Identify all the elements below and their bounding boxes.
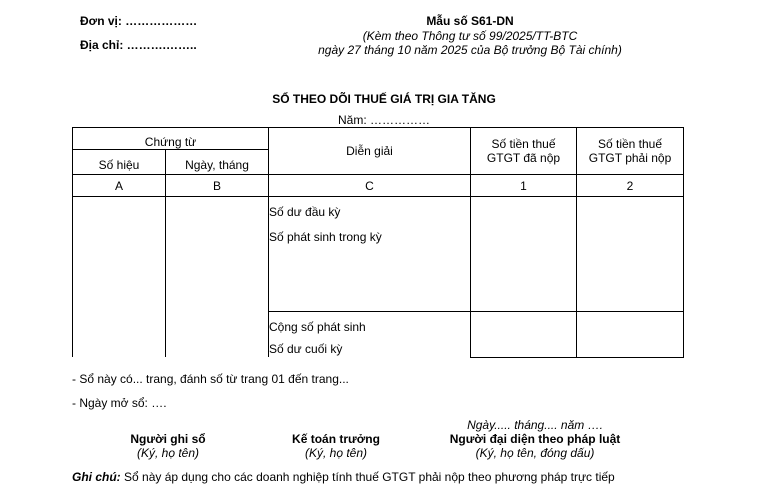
table-row bbox=[73, 197, 684, 312]
footnote bbox=[72, 470, 615, 484]
chief-accountant-title: Kế toán trưởng bbox=[292, 432, 380, 446]
footnote-label: Ghi chú: bbox=[72, 470, 121, 484]
form-number: Mẫu số S61-DN bbox=[426, 14, 514, 28]
column-code-row bbox=[73, 175, 684, 197]
voucher-date-cell bbox=[166, 197, 269, 358]
voucher-date-header: Ngày, tháng bbox=[166, 150, 269, 175]
unit-label: Đơn vị: ……………… bbox=[80, 14, 198, 28]
circular-date: ngày 27 tháng 10 năm 2025 của Bộ trưởng Bộ Tài chính) bbox=[318, 43, 622, 57]
closing-balance-label: Số dư cuối kỳ bbox=[269, 342, 343, 356]
code-b: B bbox=[166, 175, 269, 197]
page-title: SỔ THEO DÕI THUẾ GIÁ TRỊ GIA TĂNG bbox=[272, 92, 496, 106]
pages-note: - Sổ này có... trang, đánh số từ trang 01 đến trang... bbox=[72, 372, 349, 386]
signature-date-line: Ngày..... tháng.... năm …. bbox=[467, 418, 603, 432]
bookkeeper-title: Người ghi sổ bbox=[130, 432, 206, 446]
legal-representative-title: Người đại diện theo pháp luật bbox=[449, 432, 621, 446]
vat-payable-header: Số tiền thuế GTGT phải nộp bbox=[577, 128, 684, 175]
voucher-number-cell bbox=[73, 197, 166, 358]
legal-representative-sign-hint: (Ký, họ tên, đóng dấu) bbox=[475, 446, 595, 460]
opening-date-note: - Ngày mở sổ: …. bbox=[72, 396, 167, 410]
code-1: 1 bbox=[471, 175, 577, 197]
bookkeeper-sign-hint: (Ký, họ tên) bbox=[136, 446, 200, 460]
circular-reference: (Kèm theo Thông tư số 99/2025/TT-BTC bbox=[362, 29, 578, 43]
vat-payable-cell-main bbox=[577, 197, 684, 312]
vat-paid-header: Số tiền thuế GTGT đã nộp bbox=[471, 128, 577, 175]
arising-label: Số phát sinh trong kỳ bbox=[269, 230, 382, 244]
chief-accountant-sign-hint: (Ký, họ tên) bbox=[304, 446, 368, 460]
voucher-group-header: Chứng từ bbox=[73, 128, 269, 150]
total-arising-label: Cộng số phát sinh bbox=[269, 320, 366, 334]
table-header-row bbox=[73, 128, 684, 150]
vat-ledger-table bbox=[72, 127, 684, 358]
vat-paid-cell-totals bbox=[471, 312, 577, 358]
voucher-number-header: Số hiệu bbox=[73, 150, 166, 175]
vat-payable-cell-totals bbox=[577, 312, 684, 358]
code-c: C bbox=[269, 175, 471, 197]
vat-paid-cell-main bbox=[471, 197, 577, 312]
year-line: Năm: …………… bbox=[337, 113, 430, 127]
code-a: A bbox=[73, 175, 166, 197]
address-label: Địa chỉ: ……….…….. bbox=[80, 38, 197, 52]
code-2: 2 bbox=[577, 175, 684, 197]
opening-balance-label: Số dư đầu kỳ bbox=[269, 205, 341, 219]
description-cell-main bbox=[269, 197, 471, 312]
description-header: Diễn giải bbox=[269, 128, 471, 175]
footnote-text: Sổ này áp dụng cho các doanh nghiệp tính thuế GTGT phải nộp theo phương pháp trực tiếp bbox=[120, 470, 615, 484]
description-cell-totals bbox=[269, 312, 471, 358]
